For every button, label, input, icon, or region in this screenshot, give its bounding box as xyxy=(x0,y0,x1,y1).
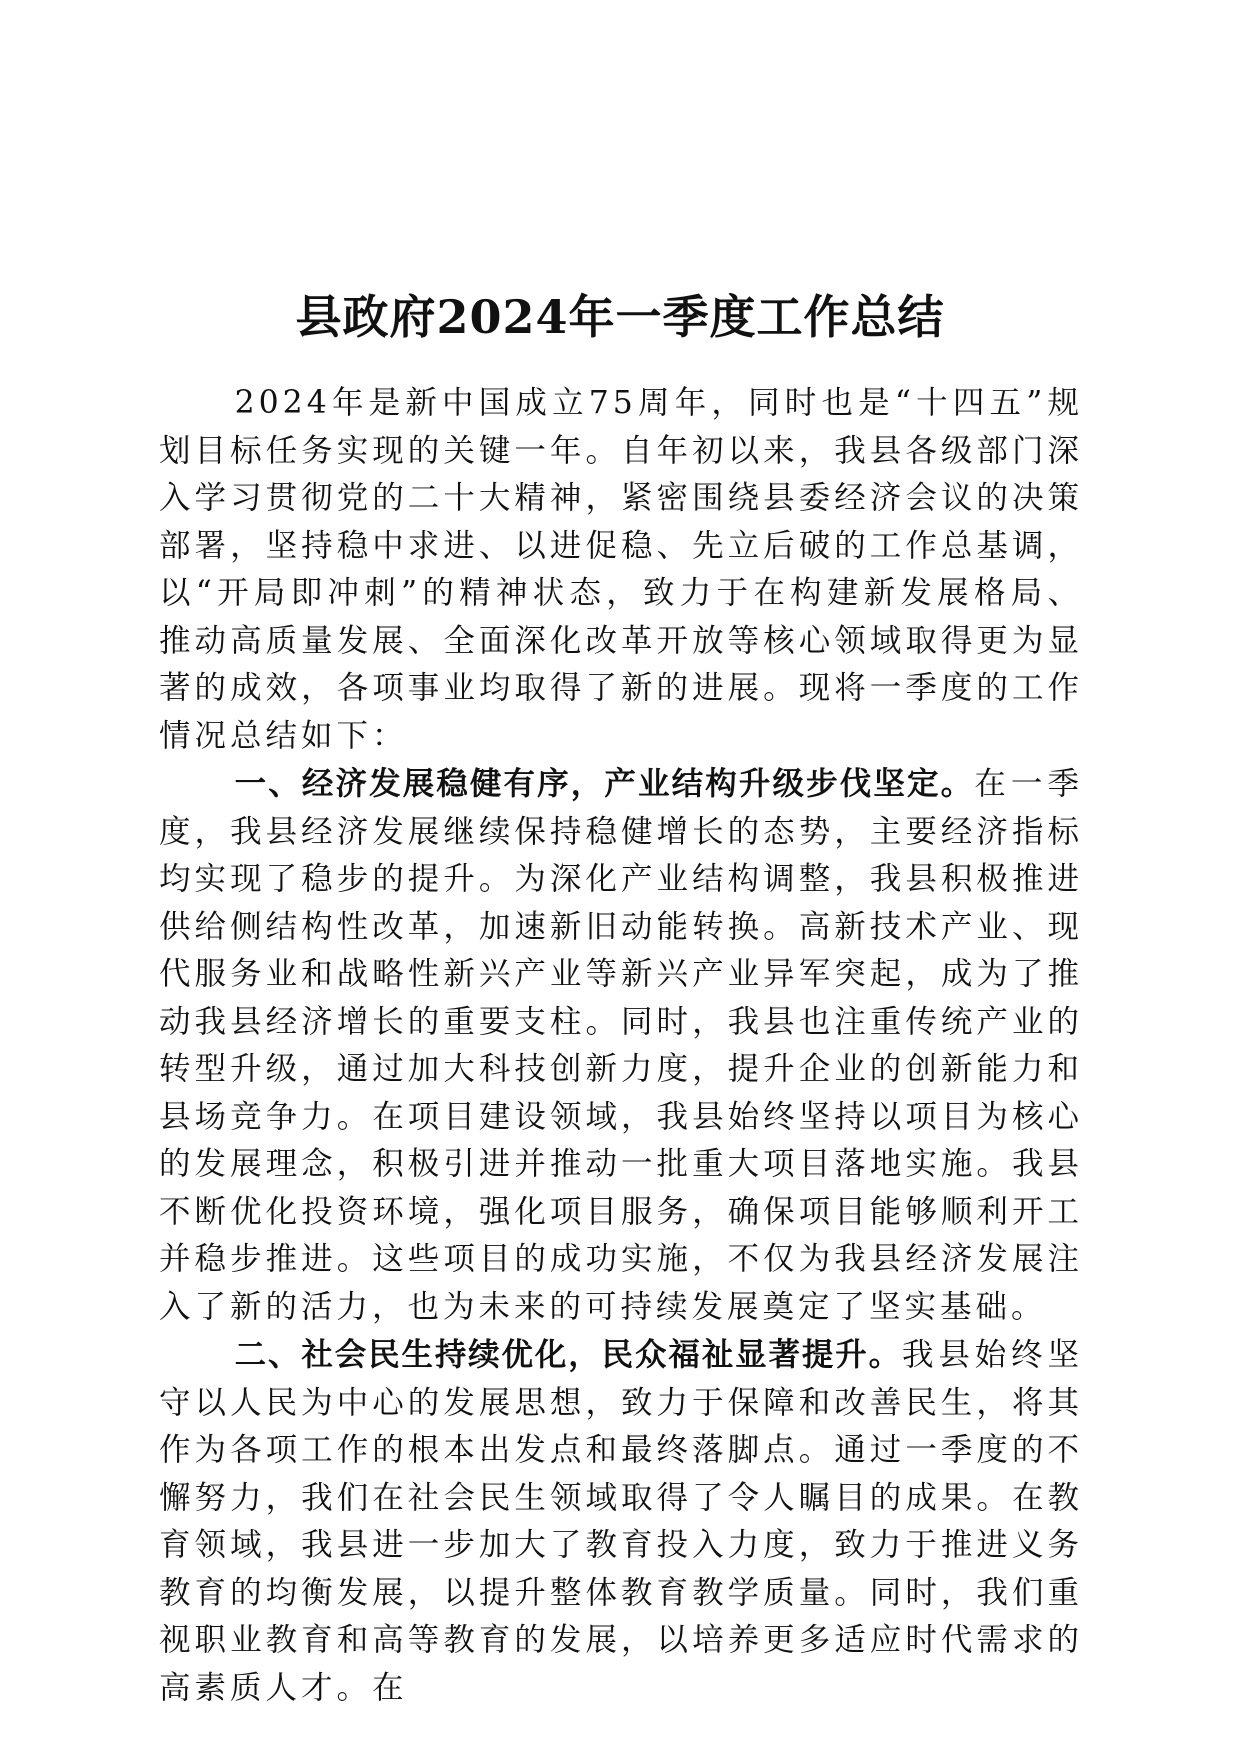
paragraph-text: 我县始终坚守以人民为中心的发展思想，致力于保障和改善民生，将其作为各项工作的根本出发点和最终落脚点。通过一季度的不懈努力，我们在社会民生领域取得了令人瞩目的成果。在教育领域，我县进一步加大了教育投入力度，致力于推进义务教育的均衡发展，以提升整体教育教学质量。同时，我们重视职业教育和高等教育的发展，以培养更多适应时代需求的高素质人才。在 xyxy=(159,1337,1083,1706)
paragraph-heading: 二、社会民生持续优化，民众福祉显著提升。 xyxy=(234,1336,902,1373)
paragraph-text: 2024年是新中国成立75周年，同时也是“十四五”规划目标任务实现的关键一年。自年初以来，我县各级部门深入学习贯彻党的二十大精神，紧密围绕县委经济会议的决策部署，坚持稳中求进、以进促稳、先立后破的工作总基调，以“开局即冲刺”的精神状态，致力于在构建新发展格局、推动高质量发展、全面深化改革开放等核心领域取得更为显著的成效，各项事业均取得了新的进展。现将一季度的工作情况总结如下： xyxy=(159,385,1083,754)
paragraph-economy xyxy=(159,760,1083,1331)
paragraph-text: 在一季度，我县经济发展继续保持稳健增长的态势，主要经济指标均实现了稳步的提升。为深化产业结构调整，我县积极推进供给侧结构性改革，加速新旧动能转换。高新技术产业、现代服务业和战略性新兴产业等新兴产业异军突起，成为了推动我县经济增长的重要支柱。同时，我县也注重传统产业的转型升级，通过加大科技创新力度，提升企业的创新能力和县场竞争力。在项目建设领域，我县始终坚持以项目为核心的发展理念，积极引进并推动一批重大项目落地实施。我县不断优化投资环境，强化项目服务，确保项目能够顺利开工并稳步推进。这些项目的成功实施，不仅为我县经济发展注入了新的活力，也为未来的可持续发展奠定了坚实基础。 xyxy=(159,766,1083,1325)
paragraph-livelihood xyxy=(159,1331,1083,1712)
document-body xyxy=(159,380,1083,1712)
paragraph-intro xyxy=(159,380,1083,760)
document-title: 县政府2024年一季度工作总结 xyxy=(295,289,945,344)
paragraph-heading: 一、经济发展稳健有序，产业结构升级步伐坚定。 xyxy=(234,765,975,802)
